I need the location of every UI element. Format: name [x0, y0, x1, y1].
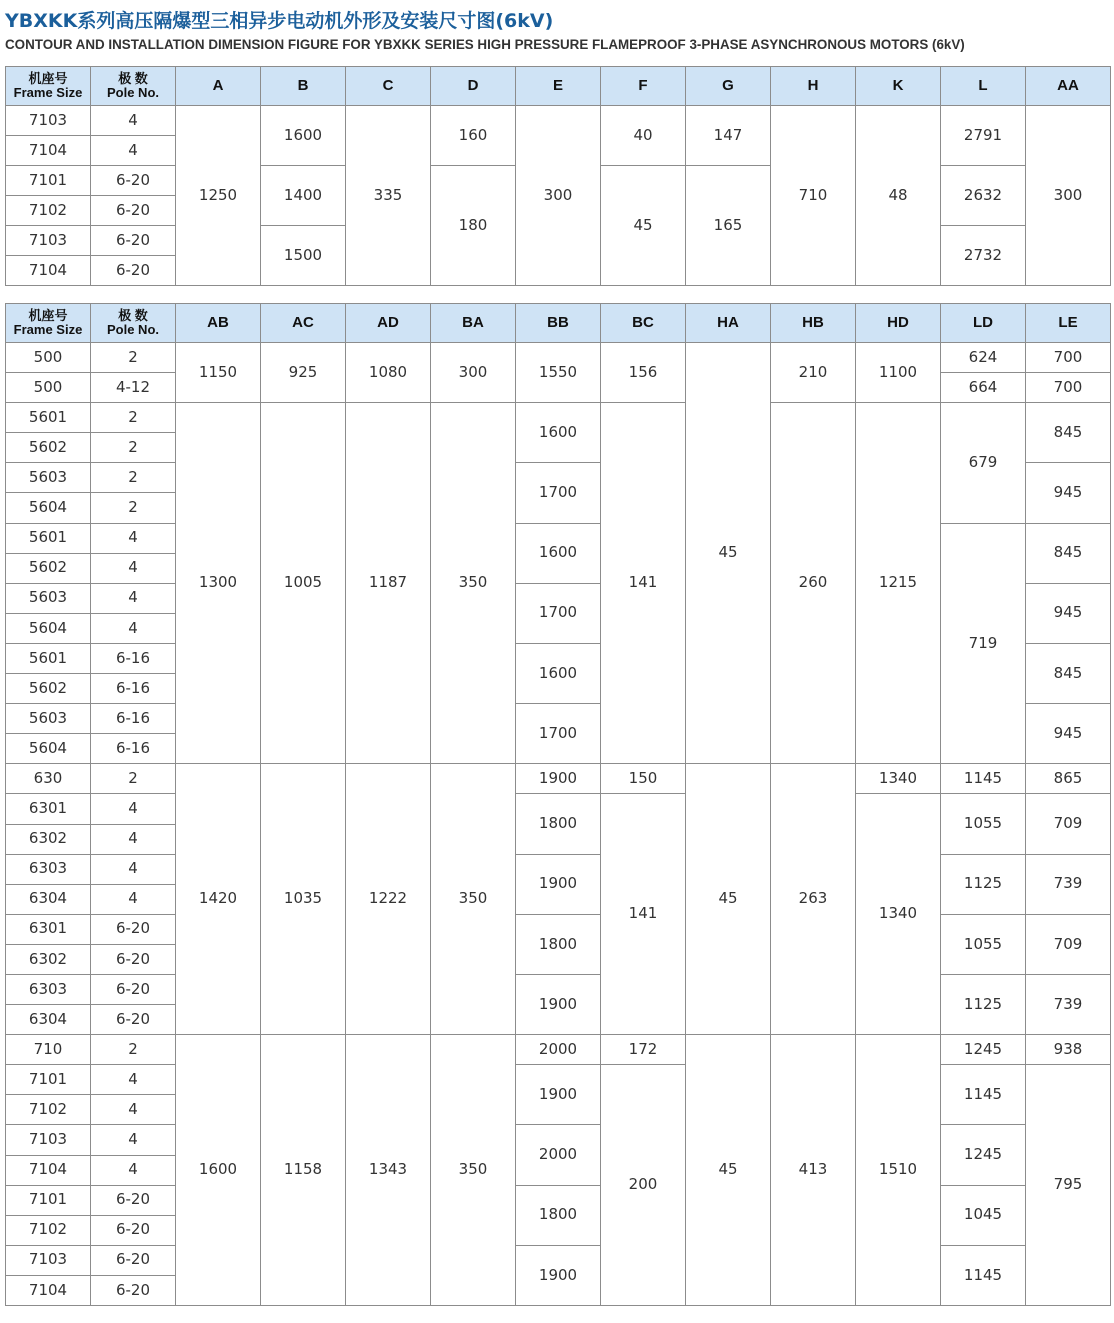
table-cell: 624: [941, 343, 1026, 373]
table-row: [6, 794, 1111, 824]
table-cell: 1600: [176, 1035, 261, 1306]
table-cell: 210: [771, 343, 856, 403]
table-cell: 263: [771, 764, 856, 1035]
table-cell: 945: [1026, 583, 1111, 643]
table-cell: 6302: [6, 824, 91, 854]
table-cell: 4: [91, 583, 176, 613]
table-cell: 5602: [6, 674, 91, 704]
table-1-body: [6, 67, 1111, 286]
table-cell: 630: [6, 764, 91, 794]
table-cell: 4: [91, 794, 176, 824]
table-cell: 2791: [941, 106, 1026, 166]
table-cell: 45: [601, 166, 686, 286]
table-cell: 2: [91, 433, 176, 463]
table-cell: 5601: [6, 403, 91, 433]
table-cell: 5604: [6, 493, 91, 523]
table-cell: 5603: [6, 583, 91, 613]
column-header-ba: BA: [431, 304, 516, 343]
table-cell: 709: [1026, 914, 1111, 974]
table-cell: 719: [941, 523, 1026, 764]
table-cell: 1400: [261, 166, 346, 226]
table-cell: 350: [431, 764, 516, 1035]
pole-no-header-cn: 极 数: [118, 307, 148, 323]
table-cell: 6-16: [91, 643, 176, 673]
table-cell: 795: [1026, 1065, 1111, 1306]
table-cell: 150: [601, 764, 686, 794]
table-cell: 2000: [516, 1035, 601, 1065]
table-cell: 5602: [6, 433, 91, 463]
table-cell: 865: [1026, 764, 1111, 794]
table-cell: 1100: [856, 343, 941, 403]
table-cell: 1245: [941, 1125, 1026, 1185]
table-cell: 6-20: [91, 1005, 176, 1035]
table-cell: 1055: [941, 914, 1026, 974]
column-header-k: K: [856, 67, 941, 106]
page-title: YBXKK系列高压隔爆型三相异步电动机外形及安装尺寸图(6kV): [5, 10, 554, 32]
table-cell: 6-20: [91, 1275, 176, 1305]
table-cell: 4: [91, 613, 176, 643]
table-cell: 300: [516, 106, 601, 286]
table-cell: 845: [1026, 523, 1111, 583]
table-cell: 739: [1026, 974, 1111, 1034]
table-cell: 5602: [6, 553, 91, 583]
table-cell: 6-16: [91, 674, 176, 704]
table-cell: 165: [686, 166, 771, 286]
column-header-f: F: [601, 67, 686, 106]
table-cell: 6-20: [91, 226, 176, 256]
table-cell: 1187: [346, 403, 431, 764]
table-cell: 6-20: [91, 1245, 176, 1275]
table-cell: 1222: [346, 764, 431, 1035]
table-cell: 1900: [516, 1245, 601, 1305]
table-cell: 1158: [261, 1035, 346, 1306]
table-cell: 2: [91, 493, 176, 523]
table-cell: 5603: [6, 463, 91, 493]
frame-size-header-en: Frame Size: [13, 322, 83, 337]
table-cell: 4: [91, 884, 176, 914]
table-cell: 500: [6, 343, 91, 373]
table-row: [6, 343, 1111, 373]
column-header-g: G: [686, 67, 771, 106]
table-cell: 1600: [516, 643, 601, 703]
table-cell: 1340: [856, 794, 941, 1035]
pole-no-header: [91, 304, 176, 343]
table-cell: 300: [1026, 106, 1111, 286]
table-cell: 6-20: [91, 944, 176, 974]
header-row: [6, 67, 1111, 106]
table-cell: 7104: [6, 256, 91, 286]
header-row: [6, 304, 1111, 343]
table-cell: 4: [91, 1095, 176, 1125]
table-cell: 172: [601, 1035, 686, 1065]
table-cell: 7103: [6, 106, 91, 136]
table-row: [6, 764, 1111, 794]
table-cell: 6302: [6, 944, 91, 974]
table-cell: 1900: [516, 854, 601, 914]
table-cell: 45: [686, 764, 771, 1035]
column-header-a: A: [176, 67, 261, 106]
table-cell: 5601: [6, 523, 91, 553]
table-cell: 350: [431, 1035, 516, 1306]
table-cell: 6304: [6, 884, 91, 914]
table-cell: 1125: [941, 854, 1026, 914]
table-cell: 1700: [516, 583, 601, 643]
table-cell: 709: [1026, 794, 1111, 854]
table-cell: 1300: [176, 403, 261, 764]
table-row: [6, 106, 1111, 136]
table-cell: 45: [686, 1035, 771, 1306]
table-cell: 1600: [516, 523, 601, 583]
table-cell: 5604: [6, 734, 91, 764]
table-cell: 4: [91, 136, 176, 166]
table-cell: 1550: [516, 343, 601, 403]
table-row: [6, 854, 1111, 884]
frame-size-header-cn: 机座号: [28, 307, 68, 323]
table-cell: 413: [771, 1035, 856, 1306]
column-header-c: C: [346, 67, 431, 106]
column-header-d: D: [431, 67, 516, 106]
table-cell: 679: [941, 403, 1026, 523]
table-cell: 7104: [6, 1155, 91, 1185]
table-cell: 156: [601, 343, 686, 403]
column-header-b: B: [261, 67, 346, 106]
table-row: [6, 1245, 1111, 1275]
table-cell: 4: [91, 1155, 176, 1185]
table-cell: 6301: [6, 794, 91, 824]
table-cell: 1080: [346, 343, 431, 403]
table-cell: 7101: [6, 1065, 91, 1095]
dimension-table-2: [5, 303, 1111, 1306]
table-cell: 1245: [941, 1035, 1026, 1065]
table-cell: 845: [1026, 403, 1111, 463]
table-cell: 200: [601, 1065, 686, 1306]
table-row: [6, 1065, 1111, 1095]
table-cell: 1700: [516, 463, 601, 523]
frame-size-header: [6, 304, 91, 343]
table-cell: 7103: [6, 1245, 91, 1275]
table-cell: 1600: [516, 403, 601, 463]
column-header-ac: AC: [261, 304, 346, 343]
table-cell: 7102: [6, 196, 91, 226]
table-cell: 1900: [516, 1065, 601, 1125]
table-cell: 1800: [516, 1185, 601, 1245]
table-cell: 7102: [6, 1095, 91, 1125]
table-cell: 335: [346, 106, 431, 286]
table-cell: 5601: [6, 643, 91, 673]
table-cell: 4-12: [91, 373, 176, 403]
table-cell: 700: [1026, 343, 1111, 373]
table-cell: 6-16: [91, 734, 176, 764]
table-cell: 500: [6, 373, 91, 403]
table-cell: 300: [431, 343, 516, 403]
table-cell: 739: [1026, 854, 1111, 914]
table-cell: 6304: [6, 1005, 91, 1035]
table-cell: 48: [856, 106, 941, 286]
table-2-body: [6, 304, 1111, 1306]
column-header-ad: AD: [346, 304, 431, 343]
table-cell: 1250: [176, 106, 261, 286]
table-cell: 1500: [261, 226, 346, 286]
table-cell: 350: [431, 403, 516, 764]
table-cell: 4: [91, 824, 176, 854]
table-cell: 7101: [6, 1185, 91, 1215]
frame-size-header-cn: 机座号: [28, 70, 68, 86]
table-cell: 6-20: [91, 166, 176, 196]
table-cell: 710: [771, 106, 856, 286]
table-cell: 1700: [516, 704, 601, 764]
table-cell: 1800: [516, 794, 601, 854]
table-cell: 7104: [6, 1275, 91, 1305]
table-cell: 7104: [6, 136, 91, 166]
table-cell: 6-20: [91, 1215, 176, 1245]
table-cell: 180: [431, 166, 516, 286]
table-cell: 1145: [941, 1065, 1026, 1125]
table-cell: 141: [601, 403, 686, 764]
table-cell: 2: [91, 764, 176, 794]
table-cell: 6-20: [91, 1185, 176, 1215]
table-cell: 2: [91, 343, 176, 373]
table-cell: 710: [6, 1035, 91, 1065]
table-cell: 1035: [261, 764, 346, 1035]
column-header-aa: AA: [1026, 67, 1111, 106]
table-cell: 2: [91, 403, 176, 433]
column-header-bb: BB: [516, 304, 601, 343]
table-cell: 945: [1026, 463, 1111, 523]
table-cell: 2632: [941, 166, 1026, 226]
table-cell: 7103: [6, 1125, 91, 1155]
table-cell: 7102: [6, 1215, 91, 1245]
pole-no-header-en: Pole No.: [106, 85, 159, 100]
table-cell: 2000: [516, 1125, 601, 1185]
table-cell: 4: [91, 1065, 176, 1095]
pole-no-header-en: Pole No.: [106, 322, 159, 337]
table-cell: 5604: [6, 613, 91, 643]
table-row: [6, 914, 1111, 944]
table-cell: 4: [91, 523, 176, 553]
table-cell: 7101: [6, 166, 91, 196]
table-cell: 147: [686, 106, 771, 166]
pole-no-header-cn: 极 数: [118, 70, 148, 86]
table-cell: 4: [91, 553, 176, 583]
table-cell: 141: [601, 794, 686, 1035]
table-cell: 1005: [261, 403, 346, 764]
table-cell: 1340: [856, 764, 941, 794]
table-cell: 945: [1026, 704, 1111, 764]
frame-size-header: [6, 67, 91, 106]
table-cell: 1343: [346, 1035, 431, 1306]
column-header-ab: AB: [176, 304, 261, 343]
column-header-hd: HD: [856, 304, 941, 343]
table-cell: 700: [1026, 373, 1111, 403]
table-cell: 260: [771, 403, 856, 764]
column-header-le: LE: [1026, 304, 1111, 343]
table-cell: 1045: [941, 1185, 1026, 1245]
table-cell: 4: [91, 106, 176, 136]
table-cell: 160: [431, 106, 516, 166]
table-cell: 45: [686, 343, 771, 764]
table-cell: 1510: [856, 1035, 941, 1306]
table-cell: 6-20: [91, 196, 176, 226]
column-header-hb: HB: [771, 304, 856, 343]
table-cell: 1800: [516, 914, 601, 974]
page-subtitle: CONTOUR AND INSTALLATION DIMENSION FIGURE FOR YBXKK SERIES HIGH PRESSURE FLAMEPROOF 3-PHASE ASYNCHRONOUS MOTORS (6kV): [5, 37, 965, 52]
table-row: [6, 523, 1111, 553]
table-row: [6, 974, 1111, 1004]
table-cell: 664: [941, 373, 1026, 403]
table-cell: 2: [91, 463, 176, 493]
table-cell: 1600: [261, 106, 346, 166]
table-cell: 1150: [176, 343, 261, 403]
table-cell: 6-20: [91, 974, 176, 1004]
table-row: [6, 403, 1111, 433]
table-row: [6, 1185, 1111, 1215]
table-row: [6, 1125, 1111, 1155]
column-header-l: L: [941, 67, 1026, 106]
table-cell: 845: [1026, 643, 1111, 703]
table-cell: 6301: [6, 914, 91, 944]
table-cell: 4: [91, 854, 176, 884]
column-header-ld: LD: [941, 304, 1026, 343]
frame-size-header-en: Frame Size: [13, 85, 83, 100]
table-cell: 6303: [6, 974, 91, 1004]
table-cell: 938: [1026, 1035, 1111, 1065]
table-cell: 40: [601, 106, 686, 166]
table-cell: 6-20: [91, 256, 176, 286]
table-cell: 6-20: [91, 914, 176, 944]
column-header-h: H: [771, 67, 856, 106]
table-cell: 1055: [941, 794, 1026, 854]
table-cell: 1900: [516, 974, 601, 1034]
table-cell: 925: [261, 343, 346, 403]
table-cell: 1420: [176, 764, 261, 1035]
table-cell: 4: [91, 1125, 176, 1155]
dimension-table-1: [5, 66, 1111, 286]
table-cell: 6303: [6, 854, 91, 884]
table-cell: 1145: [941, 1245, 1026, 1305]
column-header-e: E: [516, 67, 601, 106]
table-cell: 7103: [6, 226, 91, 256]
table-cell: 2732: [941, 226, 1026, 286]
table-cell: 1125: [941, 974, 1026, 1034]
pole-no-header: [91, 67, 176, 106]
column-header-bc: BC: [601, 304, 686, 343]
table-cell: 1145: [941, 764, 1026, 794]
table-cell: 2: [91, 1035, 176, 1065]
column-header-ha: HA: [686, 304, 771, 343]
table-cell: 6-16: [91, 704, 176, 734]
table-cell: 1215: [856, 403, 941, 764]
table-row: [6, 1035, 1111, 1065]
table-cell: 1900: [516, 764, 601, 794]
table-cell: 5603: [6, 704, 91, 734]
